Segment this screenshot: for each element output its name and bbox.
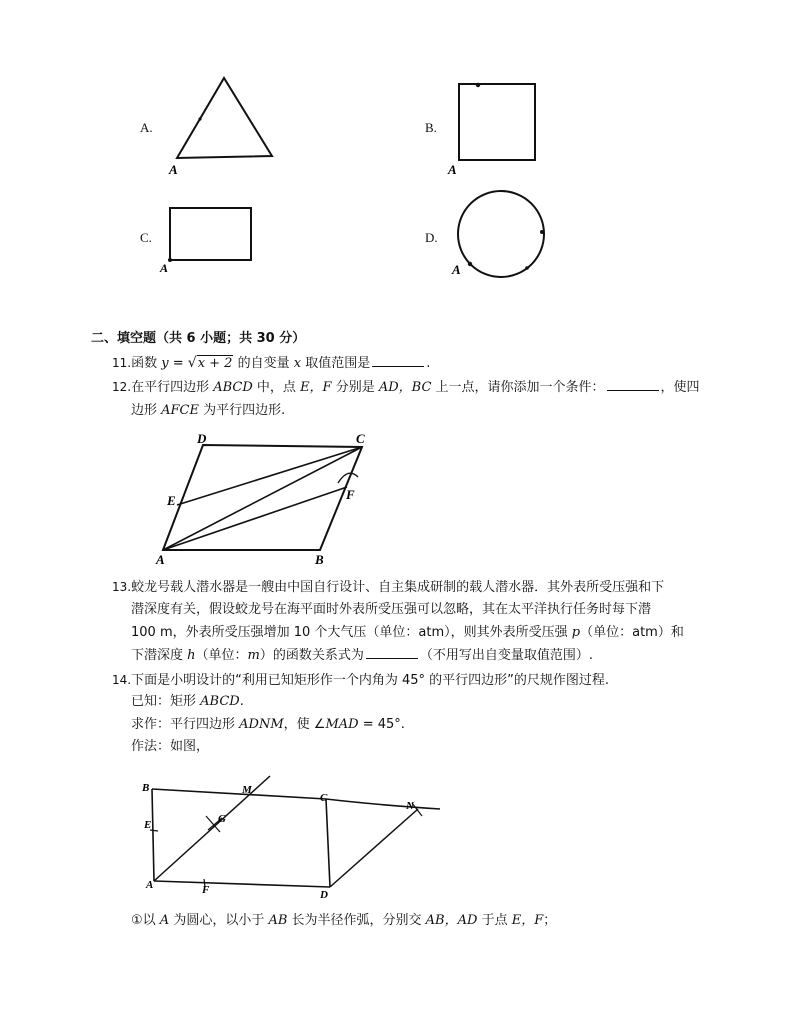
fig14-label-D: D xyxy=(320,889,328,900)
answer-blank-13[interactable] xyxy=(366,646,418,659)
q11-number: 11. xyxy=(112,356,132,370)
sqrt-sign: √ xyxy=(187,355,197,371)
answer-blank-12[interactable] xyxy=(607,378,659,391)
option-b-vertex: A xyxy=(448,162,457,177)
option-d-vertex: A xyxy=(452,262,461,277)
fig12-label-E: E xyxy=(167,493,176,508)
fig14-label-G: G xyxy=(218,813,226,825)
fig12-label-F: F xyxy=(346,487,355,502)
question-12-line2: 边形 AFCE 为平行四边形. xyxy=(131,403,286,418)
question-14-method: 作法：如图， xyxy=(131,739,210,754)
option-b-square xyxy=(440,76,550,180)
question-13-line3: 100 m，外表所受压强增加 10 个大气压（单位：atm），则其外表所受压强 p（单位：atm）和 xyxy=(131,625,684,640)
option-d-circle xyxy=(445,188,555,283)
question-14-known: 已知：矩形 ABCD. xyxy=(131,694,244,709)
question-11: 11.函数 y = √x + 2 的自变量 x 取值范围是 . xyxy=(112,355,431,371)
question-14-require: 求作：平行四边形 ADNM，使 ∠MAD = 45°. xyxy=(131,717,405,732)
option-a-vertex: A xyxy=(169,162,178,177)
question-14-step1: ①以 A 为圆心，以小于 AB 长为半径作弧，分别交 AB，AD 于点 E，F； xyxy=(131,913,557,928)
fig14-label-N: N xyxy=(406,800,414,812)
question-12-line1: 12.在平行四边形 ABCD 中，点 E，F 分别是 AD，BC 上一点，请你添加一个条件： ，使四 xyxy=(112,380,700,395)
q12-number: 12. xyxy=(112,380,132,394)
q13-number: 13. xyxy=(112,580,132,594)
question-13-line1: 13.蛟龙号载人潜水器是一艘由中国自行设计、自主集成研制的载人潜水器．其外表所受压强和下 xyxy=(112,580,665,595)
option-c-vertex: A xyxy=(160,261,169,275)
option-d-label: D. xyxy=(425,230,438,245)
option-c-rectangle xyxy=(155,200,275,280)
fig14-label-B: B xyxy=(142,782,150,794)
option-a-label: A. xyxy=(140,120,153,135)
option-a-triangle xyxy=(160,70,280,180)
fig14-label-F: F xyxy=(202,884,210,896)
option-b-label: B. xyxy=(425,120,437,135)
figure-12-parallelogram xyxy=(150,425,380,570)
fig14-label-A: A xyxy=(146,879,154,891)
fig14-label-C: C xyxy=(320,792,328,804)
question-14-line1: 14.下面是小明设计的“利用已知矩形作一个内角为 45° 的平行四边形”的尺规作图过程. xyxy=(112,673,610,688)
question-13-line4: 下潜深度 h（单位：m）的函数关系式为 （不用写出自变量取值范围）. xyxy=(131,648,594,663)
fig14-label-E: E xyxy=(144,819,152,831)
q14-number: 14. xyxy=(112,673,132,687)
fig12-label-B: B xyxy=(315,552,324,567)
fig14-label-M: M xyxy=(242,784,252,796)
answer-blank-11[interactable] xyxy=(372,354,424,367)
fig12-label-A: A xyxy=(156,552,165,567)
figure-14-construction xyxy=(138,770,448,900)
fig12-label-D: D xyxy=(197,431,207,446)
fig12-label-C: C xyxy=(356,431,365,446)
question-13-line2: 潜深度有关，假设蛟龙号在海平面时外表所受压强可以忽略，其在太平洋执行任务时每下潜 xyxy=(131,602,652,617)
section-title: 二、填空题（共 6 小题；共 30 分） xyxy=(91,331,306,346)
q11-radicand: x + 2 xyxy=(197,356,233,371)
option-c-label: C. xyxy=(140,230,152,245)
